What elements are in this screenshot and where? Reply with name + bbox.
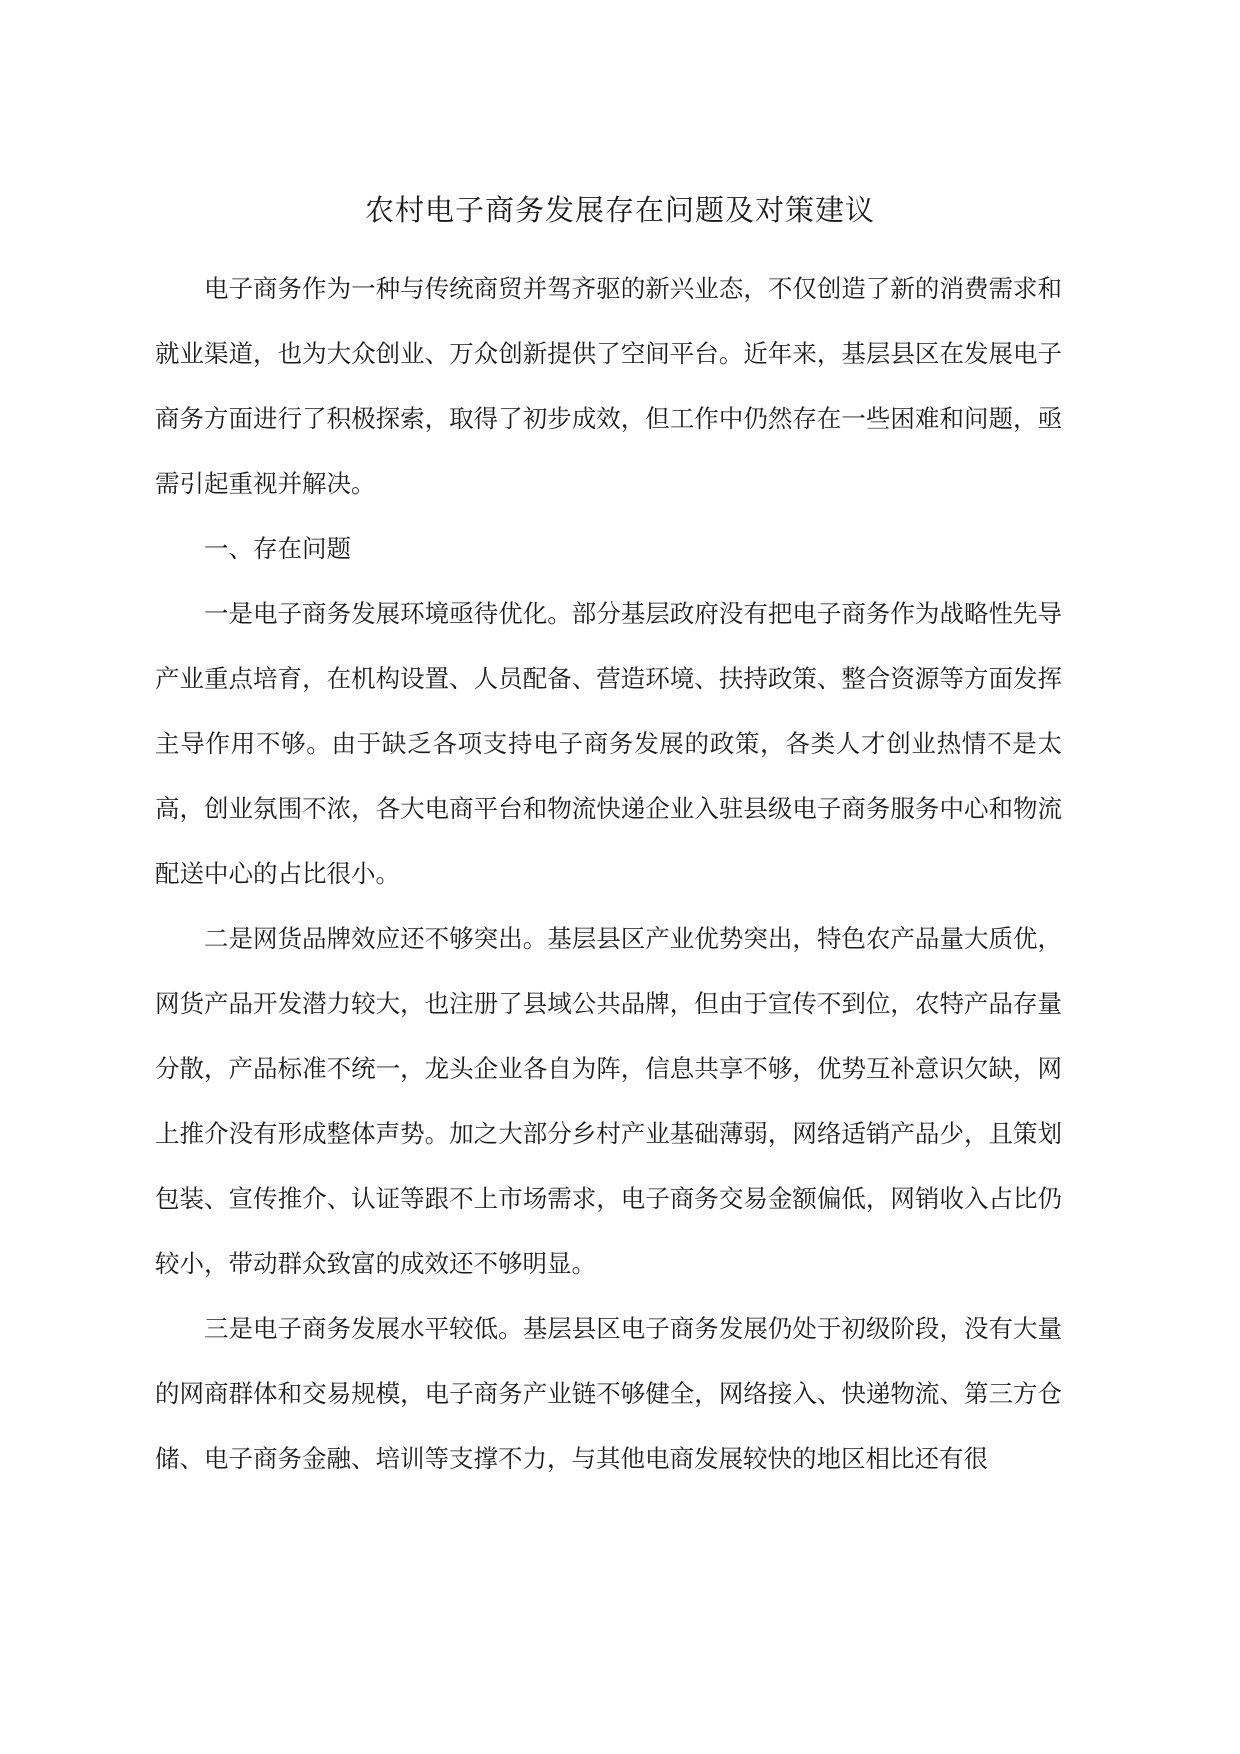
problem-paragraph-1: 一是电子商务发展环境亟待优化。部分基层政府没有把电子商务作为战略性先导产业重点培育，在机构设置、人员配备、营造环境、扶持政策、整合资源等方面发挥主导作用不够。由于缺乏各项支持电子商务发展的政策，各类人才创业热情不是太高，创业氛围不浓，各大电商平台和物流快递企业入驻县级电子商务服务中心和物流配送中心的占比很小。 xyxy=(155,599,1062,888)
document-title: 农村电子商务发展存在问题及对策建议 xyxy=(364,193,875,227)
problem-paragraph-2: 二是网货品牌效应还不够突出。基层县区产业优势突出，特色农产品量大质优，网货产品开发潜力较大，也注册了县域公共品牌，但由于宣传不到位，农特产品存量分散，产品标准不统一，龙头企业各自为阵，信息共享不够，优势互补意识欠缺，网上推介没有形成整体声势。加之大部分乡村产业基础薄弱，网络适销产品少，且策划包装、宣传推介、认证等跟不上市场需求，电子商务交易金额偏低，网销收入占比仍较小，带动群众致富的成效还不够明显。 xyxy=(155,924,1062,1278)
document-body xyxy=(155,256,1062,1491)
section-heading-problems: 一、存在问题 xyxy=(204,534,351,563)
intro-paragraph: 电子商务作为一种与传统商贸并驾齐驱的新兴业态，不仅创造了新的消费需求和就业渠道，也为大众创业、万众创新提供了空间平台。近年来，基层县区在发展电子商务方面进行了积极探索，取得了初步成效，但工作中仍然存在一些困难和问题，亟需引起重视并解决。 xyxy=(155,274,1062,498)
problem-paragraph-3: 三是电子商务发展水平较低。基层县区电子商务发展仍处于初级阶段，没有大量的网商群体和交易规模，电子商务产业链不够健全，网络接入、快递物流、第三方仓储、电子商务金融、培训等支撑不力，与其他电商发展较快的地区相比还有很 xyxy=(155,1314,1062,1473)
